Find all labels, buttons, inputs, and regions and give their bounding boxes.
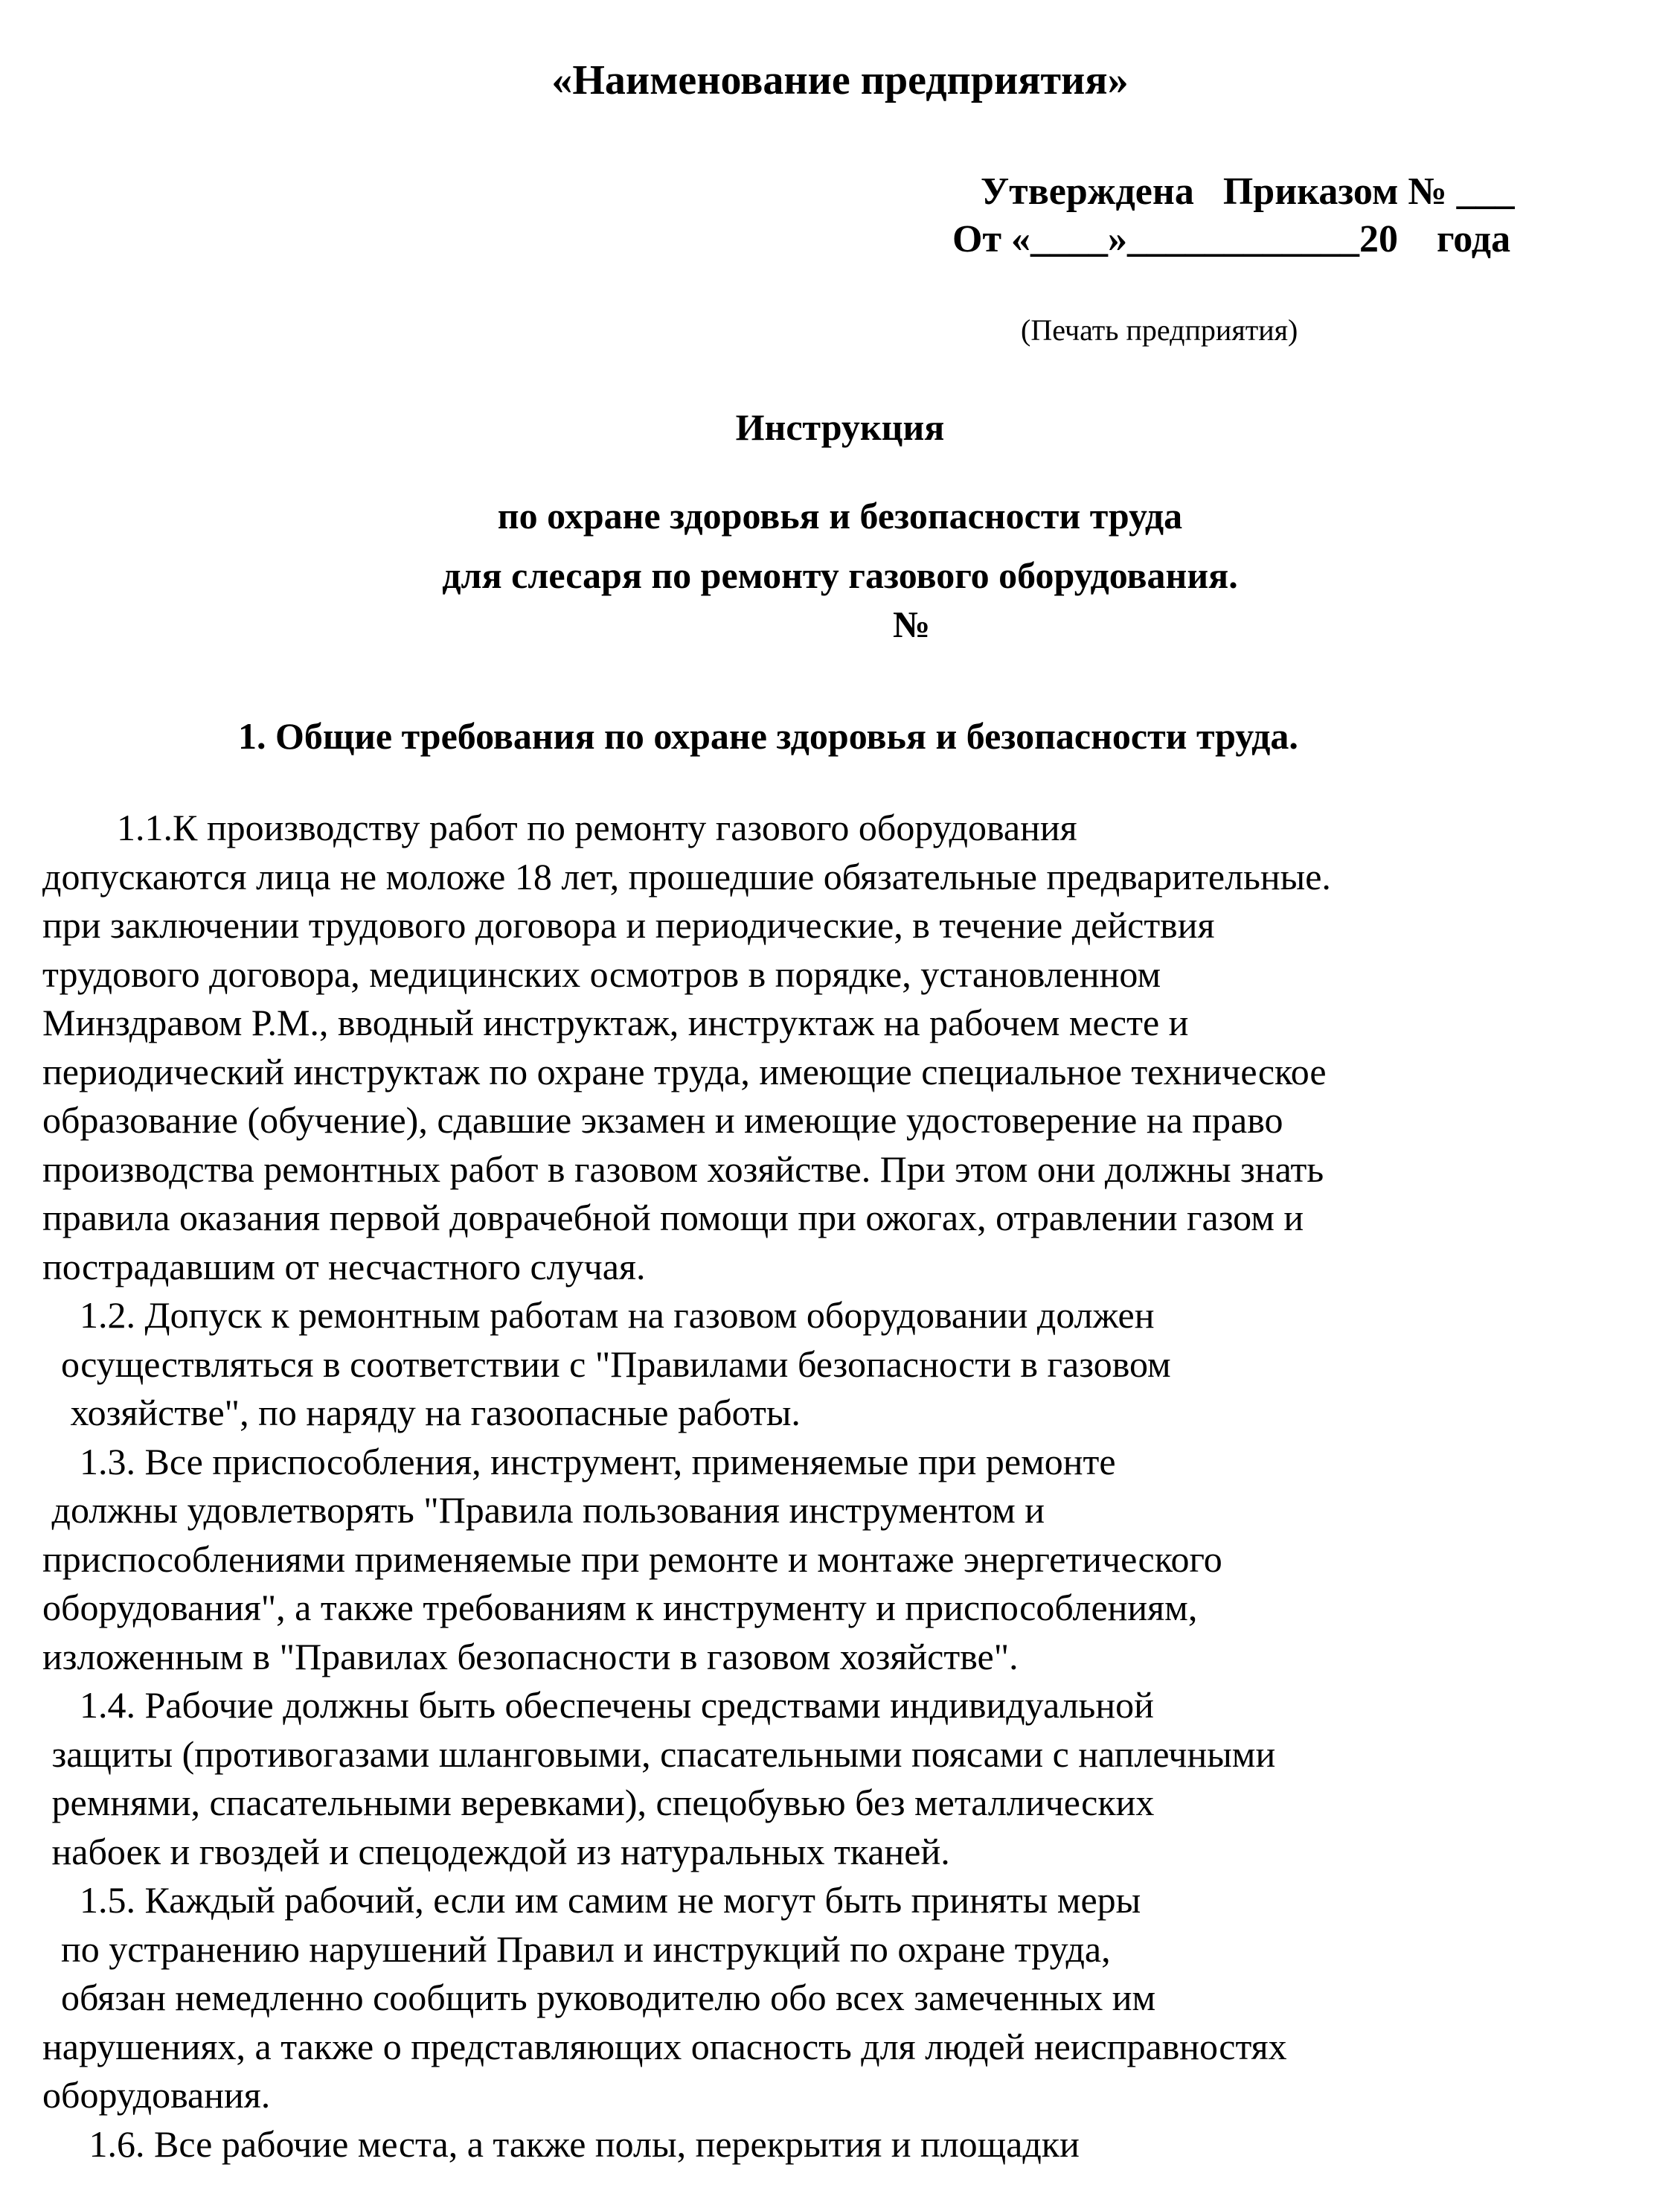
document-subtitle-line-2: для слесаря по ремонту газового оборудования. (442, 554, 1238, 596)
body-line: нарушениях, а также о представляющих опасность для людей неисправностях (42, 2025, 1287, 2067)
approval-date-line: От «____»____________20 года (952, 218, 1511, 260)
body-line: образование (обучение), сдавшие экзамен и имеющие удостоверение на право (42, 1099, 1283, 1141)
body-line: 1.1.К производству работ по ремонту газового оборудования (42, 807, 1077, 848)
body-line: 1.6. Все рабочие места, а также полы, перекрытия и площадки (42, 2122, 1080, 2165)
body-line: допускаются лица не моложе 18 лет, прошедшие обязательные предварительные. (42, 855, 1331, 897)
body-line: правила оказания первой доврачебной помощи при ожогах, отравлении газом и (42, 1197, 1304, 1238)
document-number-sign: № (893, 604, 931, 645)
body-line: изложенным в "Правилах безопасности в газовом хозяйстве". (42, 1635, 1019, 1677)
body-line: периодический инструктаж по охране труда, имеющие специальное техническое (42, 1050, 1327, 1092)
body-line: производства ремонтных работ в газовом хозяйстве. При этом они должны знать (42, 1148, 1324, 1190)
body-line: Минздравом Р.М., вводный инструктаж, инструктаж на рабочем месте и (42, 1002, 1189, 1043)
stamp-note: (Печать предприятия) (1021, 313, 1298, 347)
body-line: защиты (противогазами шланговыми, спасательными поясами с наплечными (42, 1732, 1276, 1775)
body-line: набоек и гвоздей и спецодеждой из натуральных тканей. (42, 1830, 950, 1872)
body-line: оборудования. (42, 2074, 271, 2116)
section-1-body (42, 804, 1331, 2169)
body-line: при заключении трудового договора и периодические, в течение действия (42, 904, 1215, 946)
body-line: 1.2. Допуск к ремонтным работам на газовом оборудовании должен (42, 1294, 1155, 1336)
body-line: 1.4. Рабочие должны быть обеспечены средствами индивидуальной (42, 1684, 1154, 1726)
body-line: трудового договора, медицинских осмотров в порядке, установленном (42, 953, 1161, 995)
document-type-heading: Инструкция (735, 406, 945, 448)
body-line: должны удовлетворять "Правила пользования инструментом и (42, 1489, 1045, 1531)
body-line: приспособлениями применяемые при ремонте и монтаже энергетического (42, 1538, 1222, 1580)
body-line: осуществляться в соответствии с "Правилами безопасности в газовом (42, 1343, 1171, 1385)
body-line: 1.5. Каждый рабочий, если им самим не могут быть приняты меры (42, 1879, 1141, 1921)
body-line: оборудования", а также требованиям к инструменту и приспособлениям, (42, 1587, 1198, 1628)
approval-order-line: Утверждена Приказом № ___ (981, 170, 1515, 213)
body-line: пострадавшим от несчастного случая. (42, 1245, 646, 1287)
section-1-heading: 1. Общие требования по охране здоровья и безопасности труда. (238, 715, 1298, 757)
company-name: «Наименование предприятия» (551, 57, 1129, 103)
body-line: хозяйстве", по наряду на газоопасные работы. (42, 1392, 801, 1433)
document-subtitle-line-1: по охране здоровья и безопасности труда (497, 495, 1183, 537)
body-line: ремнями, спасательными веревками), спецобувью без металлических (42, 1782, 1155, 1823)
body-line: 1.3. Все приспособления, инструмент, применяемые при ремонте (42, 1440, 1116, 1482)
body-line: по устранению нарушений Правил и инструкций по охране труда, (42, 1927, 1111, 1970)
body-line: обязан немедленно сообщить руководителю обо всех замеченных им (42, 1977, 1156, 2018)
